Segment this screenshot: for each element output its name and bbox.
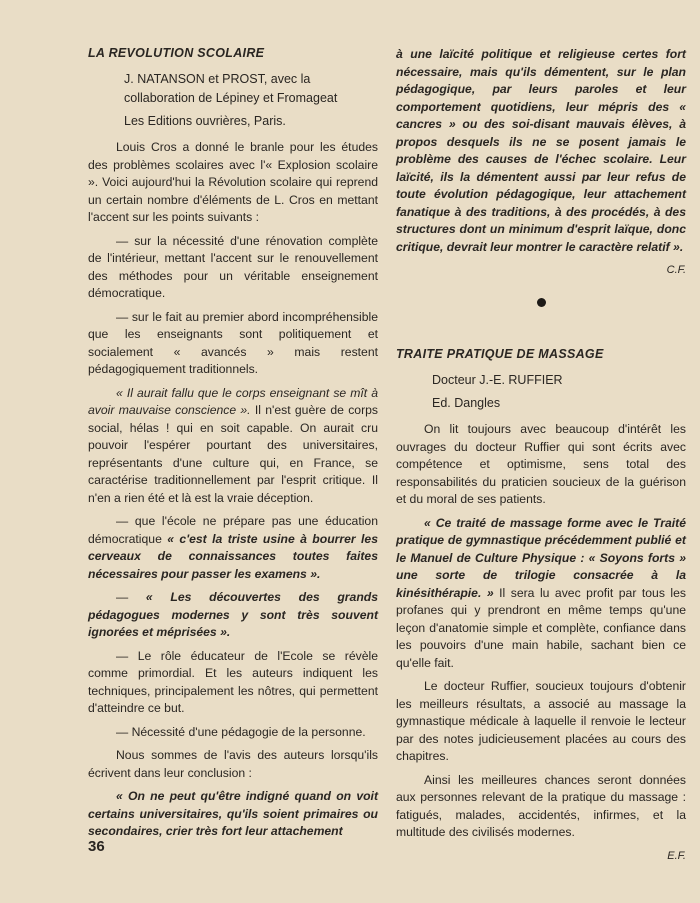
signature: E.F. bbox=[667, 849, 686, 862]
paragraph: On lit toujours avec beaucoup d'intérêt les ouvrages du docteur Ruffier qui sont écrits avec compétence et optimisme, sens total des responsabilités du praticien soucieux de la guérison et du moral de ses patients. bbox=[396, 422, 686, 506]
right-column bbox=[396, 46, 686, 862]
review-title-massage: TRAITE PRATIQUE DE MASSAGE bbox=[396, 347, 604, 361]
review-title-revolution-scolaire: LA REVOLUTION SCOLAIRE bbox=[88, 46, 265, 60]
paragraph: — sur le fait au premier abord incompréhensible que les enseignants sont politiquement et socialement « avancés » mais restent pédagogiquement traditionnels. bbox=[88, 309, 378, 376]
paragraph: Le docteur Ruffier, soucieux toujours d'obtenir les meilleurs résultats, a associé au massage la gymnastique médicale à laquelle il renvoie le lecteur par des notes judicieusement placées au cours des chapitres. bbox=[396, 679, 686, 763]
paragraph bbox=[88, 513, 378, 583]
quote-text: « c'est la triste usine à bourrer les cerveaux de connaissances toutes faites nécessaires pour passer les examens ». bbox=[88, 531, 378, 581]
paragraph-text: — bbox=[116, 590, 146, 604]
paragraph: — sur la nécessité d'une rénovation complète de l'intérieur, mettant l'accent sur le renouvellement des méthodes pour un véritable enseignement démocratique. bbox=[88, 233, 378, 300]
paragraph bbox=[396, 46, 686, 256]
paragraph: — Nécessité d'une pédagogie de la personne. bbox=[116, 724, 366, 739]
quote-text: « Les découvertes des grands pédagogues modernes y sont très souvent ignorées et méprisées ». bbox=[88, 590, 378, 639]
review-publisher: Les Editions ouvrières, Paris. bbox=[124, 114, 286, 128]
review-publisher: Ed. Dangles bbox=[432, 396, 501, 410]
quote-text: « Ce traité de massage forme avec le Traité pratique de gymnastique précédemment publié et le Manuel de Culture Physique : « Soyons forts » une sorte de trilogie consacrée à la kinésithérapie. » bbox=[396, 515, 686, 600]
review-authors: J. NATANSON et PROST, avec la collaboration de Lépiney et Fromageat bbox=[124, 72, 338, 105]
paragraph-text: — que l'école ne prépare pas une éducation démocratique bbox=[88, 514, 378, 546]
paragraph bbox=[396, 515, 686, 673]
review-author: Docteur J.-E. RUFFIER bbox=[432, 373, 563, 387]
paragraph bbox=[88, 385, 378, 508]
paragraph bbox=[88, 788, 378, 841]
quote-text: « Il aurait fallu que le corps enseignant se mît à avoir mauvaise conscience ». bbox=[88, 385, 378, 417]
quote-text: « On ne peut qu'être indigné quand on voit certains universitaires, qu'ils soient primaires ou secondaires, crier très fort leur attachement bbox=[88, 789, 378, 838]
paragraph: Nous sommes de l'avis des auteurs lorsqu'ils écrivent dans leur conclusion : bbox=[88, 748, 378, 780]
paragraph-text: Il sera lu avec profit par tous les profanes qui y prendront en même temps qu'une leçon d'anatomie simple et complète, confiance dans les pouvoirs d'une main habile, sachant bien ce qu'elle fait. bbox=[396, 585, 687, 670]
paragraph: — Le rôle éducateur de l'Ecole se révèle comme primordial. Et les auteurs indiquent les techniques, principalement les nôtres, qui permettent d'atteindre ce but. bbox=[88, 648, 378, 715]
section-bullet-divider bbox=[537, 298, 546, 307]
signature: C.F. bbox=[666, 264, 686, 276]
paragraph: Ainsi les meilleures chances seront données aux personnes relevant de la pratique du massage : fatigués, malades, accidentés, infirmes, et la multitude des civilisés modernes. bbox=[396, 772, 686, 839]
quote-text: à une laïcité politique et religieuse certes fort nécessaire, mais qu'ils démentent, sur le plan pédagogique, par leurs paroles et leur comportement quotidiens, leur mépris des « cancres » ou des soi-disant mauvais élèves, à propos desquels ils ne se posent jamais le problème des causes de l'échec scolaire. Leur laïcité, ils la démentent aussi par leur refus de toute évolution pédagogique, leur attachement fanatique à des traditions, à des procédés, à des structures dont un minimum d'esprit laïque, donc critique, devrait leur montrer le caractère relatif ». bbox=[396, 47, 686, 254]
paragraph bbox=[88, 589, 378, 642]
left-column bbox=[88, 40, 378, 847]
page-number: 36 bbox=[88, 838, 105, 855]
paragraph: Louis Cros a donné le branle pour les études des problèmes scolaires avec l'« Explosion scolaire ». Voici aujourd'hui la Révolution scolaire qui reprend un certain nombre d'éléments de L. Cros en mettant l'accent sur les points suivants : bbox=[88, 140, 378, 224]
paragraph-text: Il n'est guère de corps social, hélas ! qui en soit capable. On aurait cru pouvoir l'espérer pourtant des universitaires, représentants d'une culture qui, en France, se caractérise traditionnellement par l'esprit critique. Il n'en a rien été et là est la vraie déception. bbox=[88, 403, 378, 505]
